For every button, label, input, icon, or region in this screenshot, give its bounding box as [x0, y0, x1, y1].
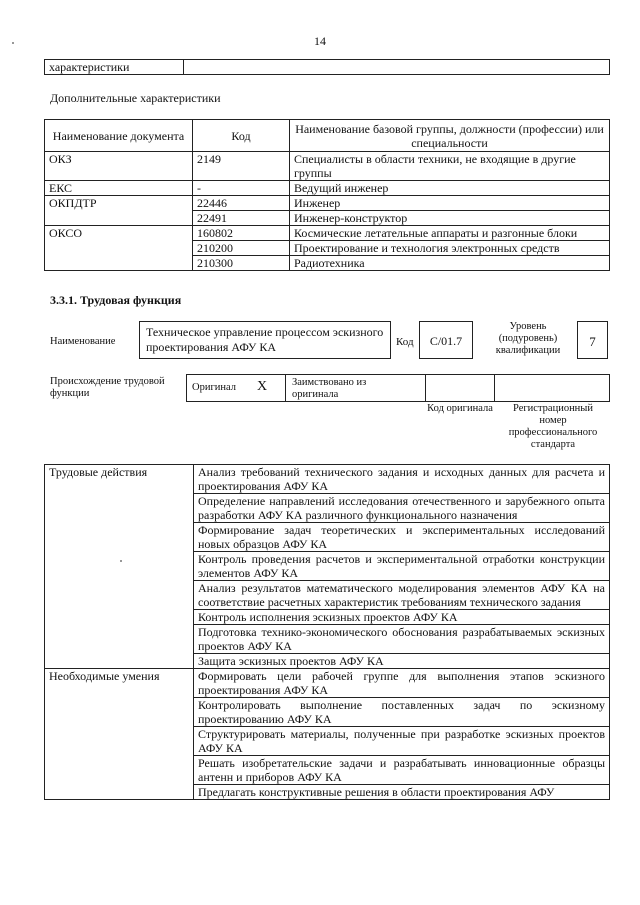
skills-label: Необходимые умения — [45, 669, 194, 800]
labor-action-item: Подготовка технико-экономического обоснования разрабатываемых эскизных проектов АФУ КА — [194, 625, 610, 654]
code-cell: 22491 — [193, 211, 290, 226]
code-cell: - — [193, 181, 290, 196]
labor-action-item: Формирование задач теоретических и экспериментальных исследований новых образцов АФУ КА — [194, 523, 610, 552]
labor-action-item: Контроль исполнения эскизных проектов АФУ КА — [194, 610, 610, 625]
code-cell: 210200 — [193, 241, 290, 256]
function-code-value: C/01.7 — [419, 321, 473, 359]
section-title: 3.3.1. Трудовая функция — [50, 293, 182, 307]
name-cell: Космические летательные аппараты и разгонные блоки — [290, 226, 610, 241]
labor-function-table — [44, 464, 610, 800]
original-label: Оригинал — [192, 382, 236, 393]
doc-eks: ЕКС — [45, 181, 193, 196]
labor-action-item: Анализ требований технического задания и исходных данных для расчета и проектирования АФУ КА — [194, 465, 610, 494]
skill-item: Формировать цели рабочей группе для выполнения этапов эскизного проектирования АФУ КА — [194, 669, 610, 698]
code-cell: 210300 — [193, 256, 290, 271]
skill-item: Предлагать конструктивные решения в области проектирования АФУ — [194, 785, 610, 800]
labor-actions-label: Трудовые действия — [45, 465, 194, 669]
additional-table — [44, 119, 610, 271]
registration-number-label: Регистрационный номер профессионального стандарта — [508, 403, 598, 450]
code-cell: 2149 — [193, 152, 290, 181]
name-cell: Ведущий инженер — [290, 181, 610, 196]
doc-okso: ОКСО — [45, 226, 193, 271]
code-cell: 160802 — [193, 226, 290, 241]
original-mark: X — [257, 379, 268, 394]
name-cell: Инженер-конструктор — [290, 211, 610, 226]
registration-number-box — [494, 374, 610, 402]
labor-action-item: Анализ результатов математического моделирования элементов АФУ КА на соответствие расчетных характеристик требованиям технического задания — [194, 581, 610, 610]
labor-action-item: Контроль проведения расчетов и экспериментальной отработки конструкции элементов АФУ КА — [194, 552, 610, 581]
doc-okpdtr: ОКПДТР — [45, 196, 193, 226]
name-cell: Проектирование и технология электронных средств — [290, 241, 610, 256]
table-row — [45, 181, 610, 196]
table-row — [45, 226, 610, 241]
qualification-level-value: 7 — [577, 321, 608, 359]
qualification-level-label: Уровень (подуровень) квалификации — [495, 321, 561, 356]
labor-action-item: Определение направлений исследования отечественного и зарубежного опыта разработки АФУ КА различного функционального назначения — [194, 494, 610, 523]
scan-speck — [12, 42, 14, 44]
header-doc: Наименование документа — [45, 120, 193, 152]
top-cell-label: характеристики — [45, 60, 184, 75]
name-cell: Инженер — [290, 196, 610, 211]
page-number: 14 — [314, 34, 326, 48]
labor-action-item: Защита эскизных проектов АФУ КА — [194, 654, 610, 669]
function-name-label: Наименование — [50, 336, 116, 347]
name-cell: Радиотехника — [290, 256, 610, 271]
table-row — [45, 465, 610, 494]
table-row — [45, 669, 610, 698]
code-cell: 22446 — [193, 196, 290, 211]
doc-okz: ОКЗ — [45, 152, 193, 181]
scan-speck — [120, 560, 122, 562]
function-code-label: Код — [396, 336, 414, 348]
borrowed-label: Заимствовано из оригинала — [292, 377, 367, 400]
table-row — [45, 196, 610, 211]
additional-title: Дополнительные характеристики — [50, 91, 221, 105]
original-code-box — [425, 374, 495, 402]
function-name-value: Техническое управление процессом эскизного проектирования АФУ КА — [139, 321, 391, 359]
header-name: Наименование базовой группы, должности (профессии) или специальности — [290, 120, 610, 152]
name-cell: Специалисты в области техники, не входящие в другие группы — [290, 152, 610, 181]
origin-label: Происхождение трудовой функции — [50, 376, 165, 399]
skill-item: Структурировать материалы, полученные при разработке эскизных проектов АФУ КА — [194, 727, 610, 756]
skill-item: Контролировать выполнение поставленных задач по эскизному проектированию АФУ КА — [194, 698, 610, 727]
top-continuation-row — [44, 59, 610, 75]
table-row — [45, 152, 610, 181]
original-code-label: Код оригинала — [427, 403, 493, 414]
skill-item: Решать изобретательские задачи и разрабатывать инновационные образцы антенн и приборов АФУ КА — [194, 756, 610, 785]
top-cell-value — [184, 60, 610, 75]
header-code: Код — [193, 120, 290, 152]
